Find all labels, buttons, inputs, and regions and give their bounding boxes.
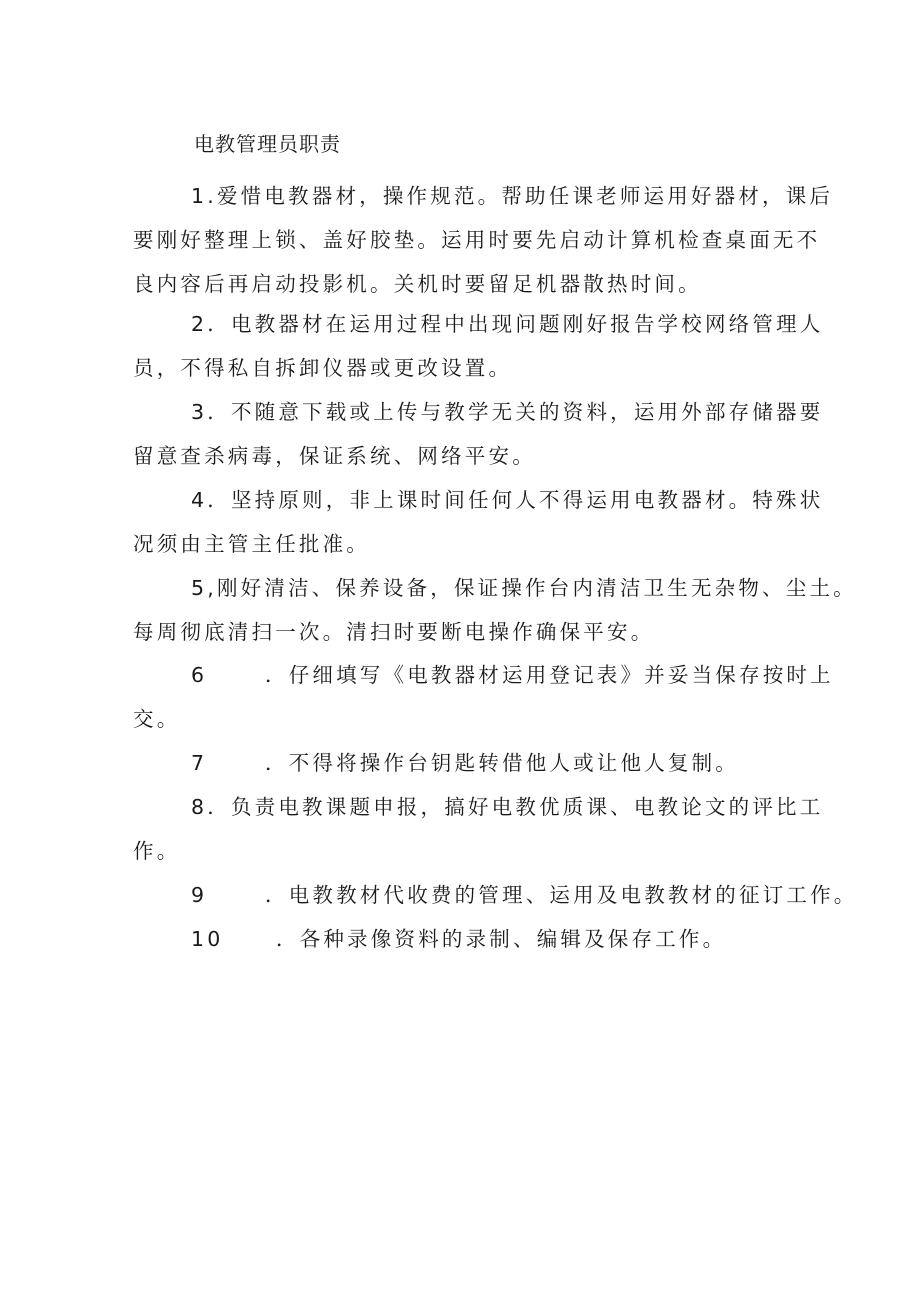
duty-item-6-number: 6 — [191, 663, 208, 687]
duty-item-9-text: ．电教教材代收费的管理、运用及电教教材的征订工作。 — [265, 883, 858, 907]
duty-item-7-number: 7 — [191, 751, 208, 775]
duty-item-5-line-1: 5,刚好清洁、保养设备，保证操作台内清洁卫生无杂物、尘土。 — [191, 576, 857, 600]
duty-item-7 — [133, 741, 823, 785]
duty-item-2 — [133, 302, 823, 390]
duty-item-10-line-1 — [133, 917, 823, 961]
duty-item-6-line-2: 交。 — [133, 707, 181, 731]
duty-item-1 — [133, 174, 834, 306]
duty-item-1-line-3: 良内容后再启动投影机。关机时要留足机器散热时间。 — [133, 272, 702, 296]
duty-item-3-line-1: 3．不随意下载或上传与教学无关的资料，运用外部存储器要 — [191, 400, 824, 424]
duty-item-8-line-1: 8．负责电教课题申报，搞好电教优质课、电教论文的评比工 — [191, 795, 824, 819]
duty-item-6 — [133, 653, 834, 741]
duty-item-4 — [133, 478, 823, 566]
duty-item-4-line-1: 4．坚持原则，非上课时间任何人不得运用电教器材。特殊状 — [191, 488, 824, 512]
duty-item-10-text: ．各种录像资料的录制、编辑及保存工作。 — [276, 927, 727, 951]
duty-item-1-line-2: 要刚好整理上锁、盖好胶垫。运用时要先启动计算机检查桌面无不 — [133, 228, 821, 252]
duty-item-3-line-2: 留意查杀病毒，保证系统、网络平安。 — [133, 444, 536, 468]
duty-item-2-line-2: 员，不得私自拆卸仪器或更改设置。 — [133, 356, 513, 380]
duty-item-10-number: 10 — [191, 927, 224, 951]
duty-item-3 — [133, 390, 823, 478]
duty-item-10 — [133, 917, 823, 961]
duty-item-7-line-1 — [133, 741, 823, 785]
duty-item-1-line-1: 1.爱惜电教器材，操作规范。帮助任课老师运用好器材，课后 — [191, 184, 834, 208]
duty-item-5-line-2: 每周彻底清扫一次。清扫时要断电操作确保平安。 — [133, 620, 655, 644]
duty-item-9 — [133, 873, 858, 917]
duty-item-5 — [133, 566, 857, 654]
duty-item-9-number: 9 — [191, 883, 208, 907]
duty-item-8 — [133, 785, 823, 873]
duty-item-4-line-2: 况须由主管主任批准。 — [133, 532, 370, 556]
duty-item-7-text: ．不得将操作台钥匙转借他人或让他人复制。 — [265, 751, 739, 775]
document-title: 电教管理员职责 — [194, 132, 341, 156]
duty-item-6-line-1 — [133, 653, 834, 697]
duty-item-9-line-1 — [133, 873, 858, 917]
duty-item-8-line-2: 作。 — [133, 839, 181, 863]
duty-item-6-text: ．仔细填写《电教器材运用登记表》并妥当保存按时上 — [265, 663, 834, 687]
duty-item-2-line-1: 2．电教器材在运用过程中出现问题刚好报告学校网络管理人 — [191, 312, 824, 336]
